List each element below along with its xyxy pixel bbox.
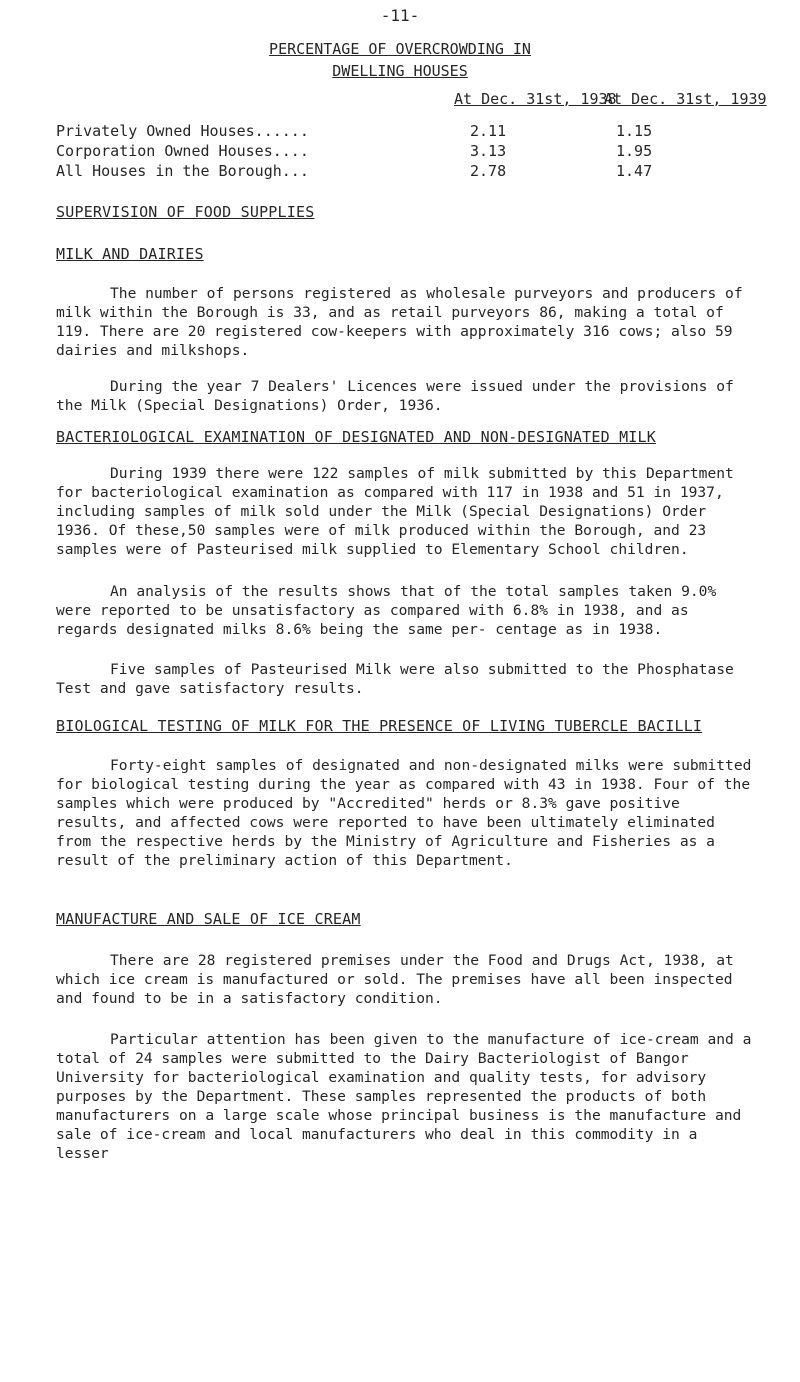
value-1939: 1.47: [616, 162, 653, 180]
paragraph-text: During the year 7 Dealers' Licences were issued under the provisions of the Milk (Special Designations) Order, 1936.: [56, 378, 734, 414]
milk-paragraph-1: [56, 284, 756, 360]
biological-testing-paragraph: [56, 756, 756, 870]
value-1938: 3.13: [470, 142, 507, 160]
page-number: -11-: [380, 6, 420, 25]
table-row: [56, 162, 653, 180]
bacteriological-paragraph-2: [56, 582, 756, 639]
bacteriological-paragraph-3: [56, 660, 756, 698]
paragraph-text: Five samples of Pasteurised Milk were also submitted to the Phosphatase Test and gave satisfactory results.: [56, 661, 734, 697]
paragraph-text: An analysis of the results shows that of the total samples taken 9.0% were reported to be unsatisfactory as compared with 6.8% in 1938, and as regards designated milks 8.6% being the same per- centage as in 1938.: [56, 583, 717, 638]
milk-paragraph-2: [56, 377, 756, 415]
value-1938: 2.78: [470, 162, 507, 180]
row-label: Privately Owned Houses......: [56, 122, 309, 140]
table-title-line2: DWELLING HOUSES: [332, 62, 468, 80]
row-label: All Houses in the Borough...: [56, 162, 309, 180]
row-label: Corporation Owned Houses....: [56, 142, 309, 160]
value-1939: 1.95: [616, 142, 653, 160]
bacteriological-paragraph-1: [56, 464, 756, 559]
paragraph-text: The number of persons registered as wholesale purveyors and producers of milk within the Borough is 33, and as retail purveyors 86, making a total of 119. There are 20 registered cow-keepers with approximately 316 cows; also 59 dairies and milkshops.: [56, 285, 743, 359]
ice-cream-heading: MANUFACTURE AND SALE OF ICE CREAM: [56, 910, 361, 928]
paragraph-text: During 1939 there were 122 samples of milk submitted by this Department for bacteriological examination as compared with 117 in 1938 and 51 in 1937, including samples of milk sold under the Milk (Special Designations) Order 1936. Of these,50 samples were of milk produced within the Borough, and 23 samples were of Pasteurised milk supplied to Elementary School children.: [56, 465, 734, 558]
food-supplies-heading: SUPERVISION OF FOOD SUPPLIES: [56, 203, 315, 221]
paragraph-text: There are 28 registered premises under the Food and Drugs Act, 1938, at which ice cream is manufactured or sold. The premises have all been inspected and found to be in a satisfactory condition.: [56, 952, 734, 1007]
milk-dairies-heading: MILK AND DAIRIES: [56, 245, 204, 263]
ice-cream-paragraph-2: [56, 1030, 756, 1163]
column-header-1938: At Dec. 31st, 1938: [454, 90, 617, 108]
table-row: [56, 122, 653, 140]
column-header-1939: At Dec. 31st, 1939: [604, 90, 767, 108]
table-title-line1: PERCENTAGE OF OVERCROWDING IN: [269, 40, 531, 58]
value-1939: 1.15: [616, 122, 653, 140]
paragraph-text: Forty-eight samples of designated and non-designated milks were submitted for biological testing during the year as compared with 43 in 1938. Four of the samples which were produced by "Accredited" herds or 8.3% gave positive results, and affected cows were reported to have been ultimately eliminated from the respective herds by the Ministry of Agriculture and Fisheries as a result of the preliminary action of this Department.: [56, 757, 752, 869]
biological-testing-heading: BIOLOGICAL TESTING OF MILK FOR THE PRESENCE OF LIVING TUBERCLE BACILLI: [56, 717, 703, 735]
paragraph-text: Particular attention has been given to the manufacture of ice-cream and a total of 24 samples were submitted to the Dairy Bacteriologist of Bangor University for bacteriological examination and quality tests, for advisory purposes by the Department. These samples represented the products of both manufacturers on a large scale whose principal business is the manufacture and sale of ice-cream and local manufacturers who deal in this commodity in a lesser: [56, 1031, 752, 1162]
table-row: [56, 142, 653, 160]
bacteriological-heading: BACTERIOLOGICAL EXAMINATION OF DESIGNATED AND NON-DESIGNATED MILK: [56, 428, 656, 446]
ice-cream-paragraph-1: [56, 951, 756, 1008]
value-1938: 2.11: [470, 122, 507, 140]
